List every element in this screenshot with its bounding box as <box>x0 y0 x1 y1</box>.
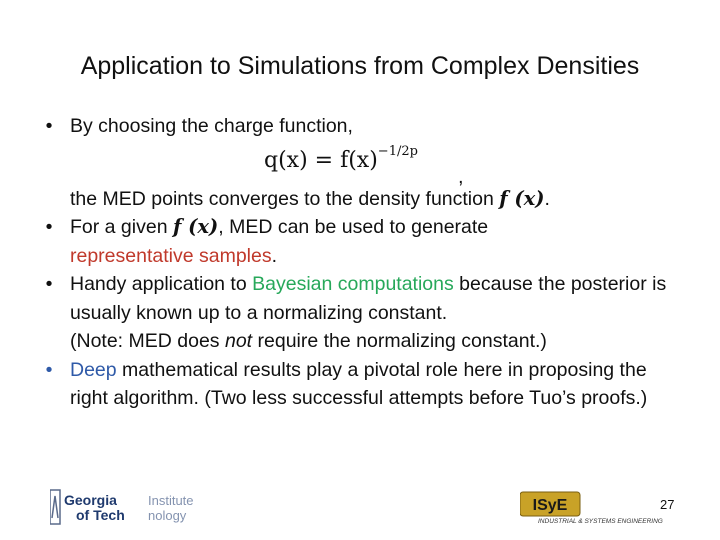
bullet-1-line-2-text: the MED points converges to the density function <box>70 187 500 210</box>
bullet-item-4 <box>42 356 682 413</box>
bullet-3-post: because the posterior is usually known up to a normalizing constant. <box>70 273 667 324</box>
bullet-item-2 <box>42 213 682 270</box>
logo-of-tech: of Tech <box>76 507 125 523</box>
logo-georgia: Georgia <box>64 492 117 508</box>
deep-text: Deep <box>70 358 117 381</box>
bullet-3-note-pre: (Note: MED does <box>70 330 225 352</box>
bullet-dot: • <box>45 216 53 238</box>
logo-institute: Institute <box>148 493 194 508</box>
bullet-dot: • <box>45 358 53 381</box>
logo-isye-subtitle: INDUSTRIAL & SYSTEMS ENGINEERING <box>538 518 663 525</box>
bullet-2-pre: For a given <box>70 216 173 238</box>
given-function-math: f (x) <box>172 215 219 238</box>
bullet-item-3 <box>42 270 682 356</box>
bayesian-computations-text: Bayesian computations <box>252 273 454 295</box>
bullet-dot: • <box>45 115 53 137</box>
bullet-dot: • <box>45 273 53 295</box>
bullet-1-period: . <box>544 187 550 210</box>
bullet-4-post: mathematical results play a pivotal role here in proposing the right algorithm. (Two less successful attempts before Tuo’s proofs.) <box>70 358 648 409</box>
bullet-2-mid: , MED can be used to generate <box>218 216 489 238</box>
bullet-2-period: . <box>271 244 278 267</box>
bullet-3-pre: Handy application to <box>70 273 253 295</box>
page-number: 27 <box>660 497 675 512</box>
formula-lhs: q(x) = f(x) <box>264 148 378 173</box>
bullet-3-note-emphasis: not <box>224 330 253 352</box>
georgia-tech-logo <box>50 486 230 530</box>
isye-logo <box>520 490 670 526</box>
logo-nology: nology <box>148 508 187 523</box>
bullet-1-line-1: By choosing the charge function, <box>70 115 353 137</box>
density-function-math: f (x) <box>499 186 545 210</box>
logo-isye-text: ISyE <box>532 497 568 514</box>
bullet-3-note-post: require the normalizing constant.) <box>252 330 547 352</box>
charge-function-formula <box>264 144 418 173</box>
slide-title: Application to Simulations from Complex Densities <box>80 52 640 80</box>
representative-samples-text: representative samples <box>70 244 272 267</box>
formula-exponent: −1/2p <box>377 144 418 159</box>
formula-comma: , <box>458 166 464 188</box>
